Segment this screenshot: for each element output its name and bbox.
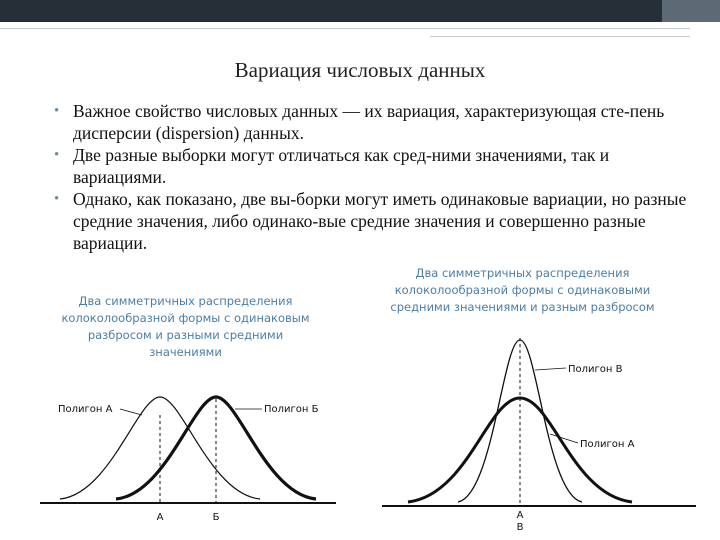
axis-label-v: В	[516, 522, 524, 533]
top-bar	[0, 0, 720, 22]
bullet-item: • Однако, как показано, две вы-борки могут иметь одинаковые вариации, но разные средние значения, либо одинако-вые средние значения и совершенно разные вариации.	[58, 188, 688, 254]
axis-label-a: А	[156, 512, 164, 523]
label-a-leader	[550, 434, 578, 443]
axis-label-b: Б	[212, 512, 220, 523]
polygon-a-curve	[408, 398, 632, 502]
bullet-item: • Важное свойство числовых данных — их вариация, характеризующая сте-пень дисперсии (dispersion) данных.	[58, 100, 688, 144]
label-polygon-a: Полигон А	[58, 404, 113, 415]
slide-title: Вариация числовых данных	[234, 58, 486, 82]
label-polygon-v: Полигон В	[568, 364, 623, 375]
label-v-leader	[535, 368, 566, 370]
bullet-list	[58, 100, 688, 254]
decorative-line	[430, 36, 690, 37]
label-a-leader	[120, 409, 142, 415]
label-polygon-b: Полигон Б	[264, 404, 319, 415]
right-distribution-figure	[378, 330, 700, 540]
decorative-line	[0, 28, 690, 29]
left-distribution-figure	[38, 375, 338, 535]
left-figure-caption: Два симметричных распределения колоколообразной формы с одинаковым разбросом и разными средними значениями	[61, 294, 310, 359]
label-polygon-a: Полигон А	[580, 439, 635, 450]
bullet-item: • Две разные выборки могут отличаться как сред-ними значениями, так и вариациями.	[58, 144, 688, 188]
right-figure-caption: Два симметричных распределения колоколообразной формы с одинаковыми средними значениями и разным разбросом	[390, 266, 655, 314]
top-bar-accent	[662, 0, 720, 22]
axis-label-a: А	[516, 510, 524, 521]
